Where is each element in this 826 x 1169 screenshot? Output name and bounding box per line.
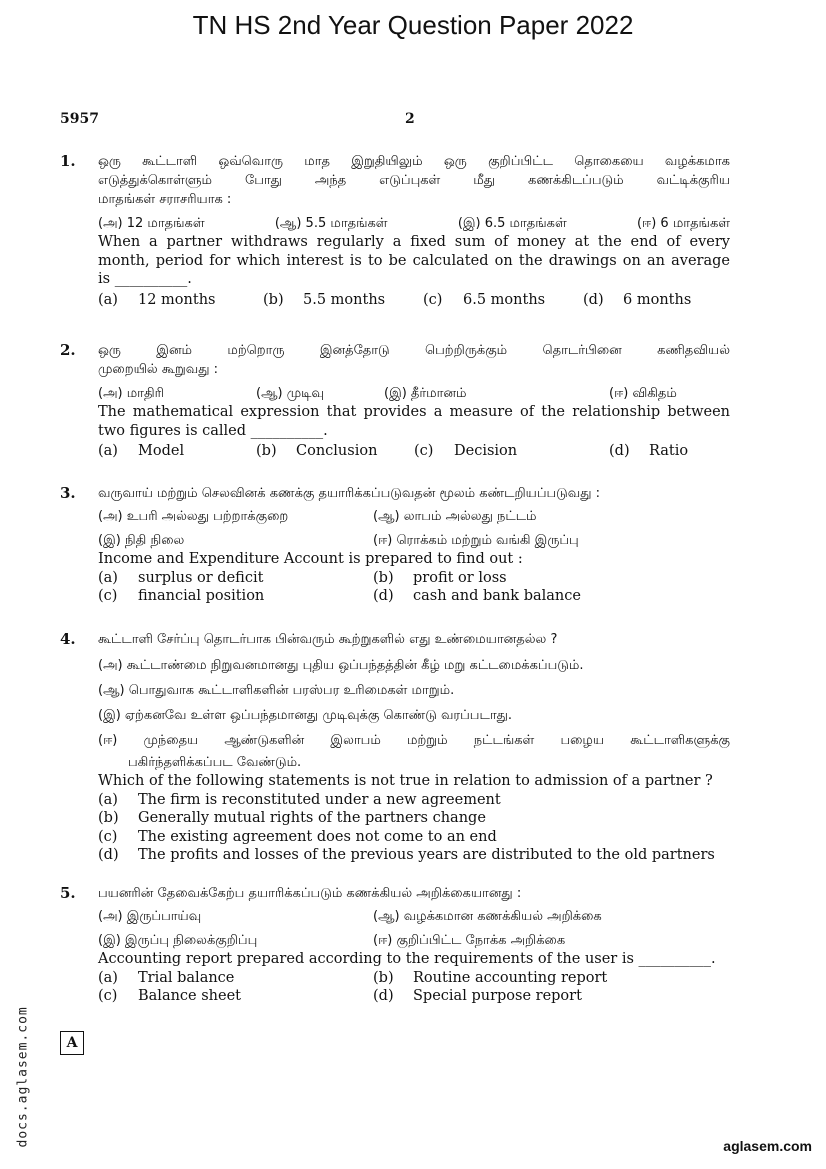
question-text-tamil: பயனரின் தேவைக்கேற்ப தயாரிக்கப்படும் கணக்கியல் அறிக்கையானது : (98, 886, 522, 901)
question-1 (60, 152, 730, 309)
option-tamil: (அ) 12 மாதங்கள் (98, 216, 205, 231)
option-label: (c) (98, 588, 118, 604)
option-label: (d) (373, 988, 394, 1004)
tamil-options (98, 384, 730, 403)
option-text: 6 months (623, 291, 692, 308)
question-3 (60, 484, 730, 606)
question-text-english: When a partner withdraws regularly a fixed sum of money at the end of every (98, 234, 730, 250)
option-text: Routine accounting report (413, 969, 608, 986)
option-text: cash and bank balance (413, 588, 581, 604)
option-label: (c) (98, 828, 118, 845)
tamil-options (98, 653, 730, 772)
option-text: Special purpose report (413, 988, 582, 1004)
question-text-tamil: கூட்டாளி சேர்ப்பு தொடர்பாக பின்வரும் கூற்றுகளில் எது உண்மையானதல்ல ? (98, 632, 558, 647)
option-tamil: (இ) ஏற்கனவே உள்ள ஒப்பந்தமானது முடிவுக்கு கொண்டு வரப்படாது. (98, 708, 513, 723)
page-title: TN HS 2nd Year Question Paper 2022 (192, 10, 634, 40)
question-text-english: is __________. (98, 271, 192, 287)
option-tamil: (ஆ) வழக்கமான கணக்கியல் அறிக்கை (373, 909, 602, 924)
brand-link[interactable]: aglasem.com (723, 1138, 812, 1154)
option-text: profit or loss (413, 569, 507, 586)
option-text: financial position (138, 588, 265, 604)
option-tamil: (ஈ) ரொக்கம் மற்றும் வங்கி இருப்பு (373, 533, 579, 548)
option-tamil: (ஈ) குறிப்பிட்ட நோக்க அறிக்கை (373, 933, 566, 948)
tamil-options (98, 907, 730, 950)
option-tamil: (ஈ) 6 மாதங்கள் (636, 216, 730, 231)
english-options (98, 791, 730, 865)
option-label: (a) (98, 791, 118, 808)
option-label: (a) (98, 443, 118, 459)
option-text: The profits and losses of the previous years are distributed to the old partners (138, 847, 715, 863)
question-text-tamil: எடுத்துக்கொள்ளும் போது அந்த எடுப்புகள் மீது கணக்கிடப்படும் வட்டிக்குரிய (98, 173, 730, 188)
option-label: (a) (98, 969, 118, 986)
option-text: Generally mutual rights of the partners change (138, 810, 486, 826)
option-text: surplus or deficit (138, 569, 264, 586)
option-tamil: (இ) இருப்பு நிலைக்குறிப்பு (98, 933, 258, 948)
question-text-tamil: முறையில் கூறுவது : (98, 362, 218, 377)
option-text: 6.5 months (463, 291, 546, 308)
option-text: 5.5 months (303, 291, 386, 308)
option-label: (d) (609, 443, 630, 459)
option-label: (a) (98, 569, 118, 586)
question-4 (60, 630, 730, 865)
question-number: 3. (60, 484, 76, 502)
option-label: (c) (423, 291, 443, 308)
option-tamil: (ஆ) லாபம் அல்லது நட்டம் (373, 509, 537, 524)
english-options (98, 442, 730, 461)
question-text-english: The mathematical expression that provides a measure of the relationship between (98, 404, 730, 420)
paper-code: 5957 (60, 111, 99, 127)
option-label: (c) (98, 988, 118, 1004)
option-text: Balance sheet (138, 988, 242, 1004)
option-label: (b) (263, 291, 284, 308)
question-text-english: Which of the following statements is not true in relation to admission of a partner ? (98, 773, 713, 789)
version-box: A (60, 1031, 84, 1055)
question-5 (60, 884, 730, 1006)
option-tamil: (இ) தீர்மானம் (384, 386, 467, 401)
question-number: 2. (60, 341, 76, 359)
option-text: 12 months (138, 291, 216, 308)
option-label: (a) (98, 291, 118, 308)
option-text: Conclusion (296, 443, 378, 459)
option-label: (d) (373, 588, 394, 604)
option-tamil: (இ) 6.5 மாதங்கள் (457, 216, 567, 231)
option-label: (d) (98, 847, 119, 863)
option-tamil: பகிர்ந்தளிக்கப்பட வேண்டும். (128, 755, 302, 770)
page-number: 2 (405, 111, 415, 127)
option-tamil: (ஈ) முந்தைய ஆண்டுகளின் இலாபம் மற்றும் நட்டங்கள் பழைய கூட்டாளிகளுக்கு (98, 733, 730, 748)
side-watermark: docs.aglasem.com (15, 1006, 31, 1148)
option-label: (d) (583, 291, 604, 308)
english-options (98, 291, 730, 310)
option-tamil: (அ) கூட்டாண்மை நிறுவனமானது புதிய ஒப்பந்தத்தின் கீழ் மறு கட்டமைக்கப்படும். (98, 658, 584, 673)
option-label: (b) (98, 810, 119, 826)
question-text-english: two figures is called __________. (98, 422, 328, 439)
question-text-english: Income and Expenditure Account is prepared to find out : (98, 551, 523, 567)
tamil-options (98, 214, 730, 233)
option-label: (b) (373, 969, 394, 986)
option-tamil: (ஆ) பொதுவாக கூட்டாளிகளின் பரஸ்பர உரிமைகள் மாறும். (98, 683, 455, 698)
question-number: 5. (60, 884, 76, 902)
question-number: 4. (60, 630, 76, 648)
option-label: (b) (373, 569, 394, 586)
option-tamil: (அ) உபரி அல்லது பற்றாக்குறை (98, 509, 289, 524)
option-tamil: (அ) மாதிரி (98, 386, 164, 401)
question-number: 1. (60, 152, 76, 170)
question-text-tamil: ஒரு இனம் மற்றொரு இனத்தோடு பெற்றிருக்கும் தொடர்பினை கணிதவியல் (98, 343, 730, 358)
option-text: Model (138, 443, 185, 459)
option-label: (b) (256, 443, 277, 459)
option-tamil: (ஆ) 5.5 மாதங்கள் (274, 216, 388, 231)
english-options (98, 969, 730, 1006)
option-text: Decision (454, 443, 518, 459)
option-text: The existing agreement does not come to an end (138, 828, 497, 845)
option-tamil: (அ) இருப்பாய்வு (98, 909, 202, 924)
question-text-tamil: மாதங்கள் சராசரியாக : (98, 192, 232, 207)
english-options (98, 569, 730, 606)
question-text-english: Accounting report prepared according to the requirements of the user is __________. (98, 951, 716, 967)
option-tamil: (ஈ) விகிதம் (609, 386, 677, 401)
question-2 (60, 341, 730, 461)
option-text: Trial balance (138, 969, 235, 986)
tamil-options (98, 507, 730, 550)
option-text: Ratio (649, 443, 689, 459)
option-tamil: (ஆ) முடிவு (256, 386, 324, 401)
option-tamil: (இ) நிதி நிலை (98, 533, 185, 548)
option-text: The firm is reconstituted under a new agreement (138, 791, 501, 808)
question-text-english: month, period for which interest is to be calculated on the drawings on an average (98, 252, 730, 269)
question-text-tamil: வருவாய் மற்றும் செலவினக் கணக்கு தயாரிக்கப்படுவதன் மூலம் கண்டறியப்படுவது : (98, 486, 600, 501)
question-text-tamil: ஒரு கூட்டாளி ஒவ்வொரு மாத இறுதியிலும் ஒரு குறிப்பிட்ட தொகையை வழக்கமாக (98, 154, 730, 169)
option-label: (c) (414, 443, 434, 459)
